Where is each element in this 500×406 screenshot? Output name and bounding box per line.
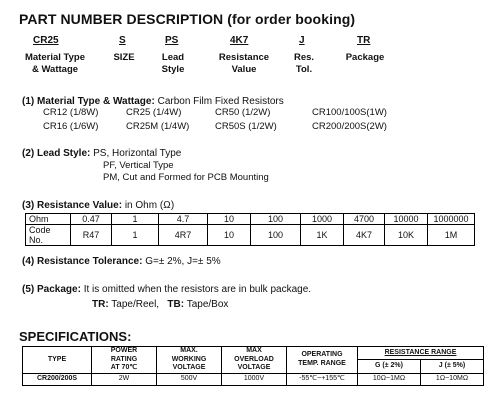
resistance-code-table (25, 213, 475, 246)
header-max-working: MAX. WORKING VOLTAGE (157, 347, 222, 374)
table-cell: Code No. (26, 225, 71, 246)
material-item: CR50 (1/2W) (215, 107, 271, 118)
section-resistance-value: (3) Resistance Value: in Ohm (Ω) (22, 200, 175, 211)
material-item: CR16 (1/6W) (43, 121, 99, 132)
code-lead: PS (165, 35, 179, 46)
table-cell: 1K (301, 225, 344, 246)
table-cell: R47 (71, 225, 112, 246)
table-cell: 100 (251, 214, 301, 225)
material-item: CR100/100S(1W) (312, 107, 387, 118)
header-resistance-range: RESISTANCE RANGE (358, 347, 484, 360)
table-cell: Ohm (26, 214, 71, 225)
code-resistance: 4K7 (230, 35, 249, 46)
code-package: TR (357, 35, 371, 46)
lead-style-item: PM, Cut and Formed for PCB Mounting (103, 172, 269, 183)
code-size: S (119, 35, 126, 46)
header-max-overload: MAX OVERLOAD VOLTAGE (222, 347, 287, 374)
code-tolerance: J (299, 35, 305, 46)
section-package: (5) Package: It is omitted when the resistors are in bulk package. (22, 284, 312, 295)
package-options: TR: Tape/Reel, TB: Tape/Box (92, 299, 229, 310)
table-cell: 10Ω~1MΩ (358, 373, 421, 385)
header-g: G (± 2%) (358, 360, 421, 373)
table-cell: 10000 (385, 214, 428, 225)
label-package: Package (345, 52, 385, 63)
table-cell: 1M (428, 225, 475, 246)
specifications-table (22, 346, 484, 386)
section-lead-style: (2) Lead Style: PS, Horizontal Type (22, 148, 182, 159)
label-lead-style: Lead Style (161, 52, 185, 75)
table-cell: 1000V (222, 373, 287, 385)
table-cell: 4R7 (159, 225, 208, 246)
table-row (23, 373, 484, 385)
label-size: SIZE (113, 52, 135, 63)
table-cell: 1000 (301, 214, 344, 225)
table-cell: CR200/200S (23, 373, 92, 385)
header-power: POWER RATING AT 70℃ (92, 347, 157, 374)
specifications-title: SPECIFICATIONS: (19, 329, 132, 344)
header-operating: OPERATING TEMP. RANGE (287, 347, 358, 374)
material-item: CR25 (1/4W) (126, 107, 182, 118)
table-cell: 4K7 (344, 225, 385, 246)
label-tolerance: Res. Tol. (293, 52, 315, 75)
table-cell: 0.47 (71, 214, 112, 225)
table-cell: 4700 (344, 214, 385, 225)
table-row (26, 214, 475, 225)
code-material: CR25 (33, 35, 59, 46)
section-material: (1) Material Type & Wattage: Carbon Film Fixed Resistors (22, 96, 284, 107)
section-tolerance: (4) Resistance Tolerance: G=± 2%, J=± 5% (22, 256, 221, 267)
table-cell: 1 (112, 225, 159, 246)
header-type: TYPE (23, 347, 92, 374)
table-row (26, 225, 475, 246)
material-item: CR25M (1/4W) (126, 121, 190, 132)
table-cell: 500V (157, 373, 222, 385)
table-cell: -55℃~+155℃ (287, 373, 358, 385)
label-material: Material Type & Wattage (24, 52, 85, 75)
table-cell: 1 (112, 214, 159, 225)
table-cell: 1000000 (428, 214, 475, 225)
lead-style-item: PF, Vertical Type (103, 160, 174, 171)
table-cell: 10 (208, 225, 251, 246)
table-cell: 2W (92, 373, 157, 385)
table-header-row (23, 347, 484, 360)
material-item: CR200/200S(2W) (312, 121, 387, 132)
table-cell: 10K (385, 225, 428, 246)
table-cell: 10 (208, 214, 251, 225)
table-cell: 1Ω~10MΩ (420, 373, 483, 385)
label-resistance-value: Resistance Value (218, 52, 270, 75)
table-cell: 4.7 (159, 214, 208, 225)
table-cell: 100 (251, 225, 301, 246)
material-item: CR12 (1/8W) (43, 107, 99, 118)
material-item: CR50S (1/2W) (215, 121, 277, 132)
page-title: PART NUMBER DESCRIPTION (for order booking) (19, 11, 356, 27)
header-j: J (± 5%) (420, 360, 483, 373)
